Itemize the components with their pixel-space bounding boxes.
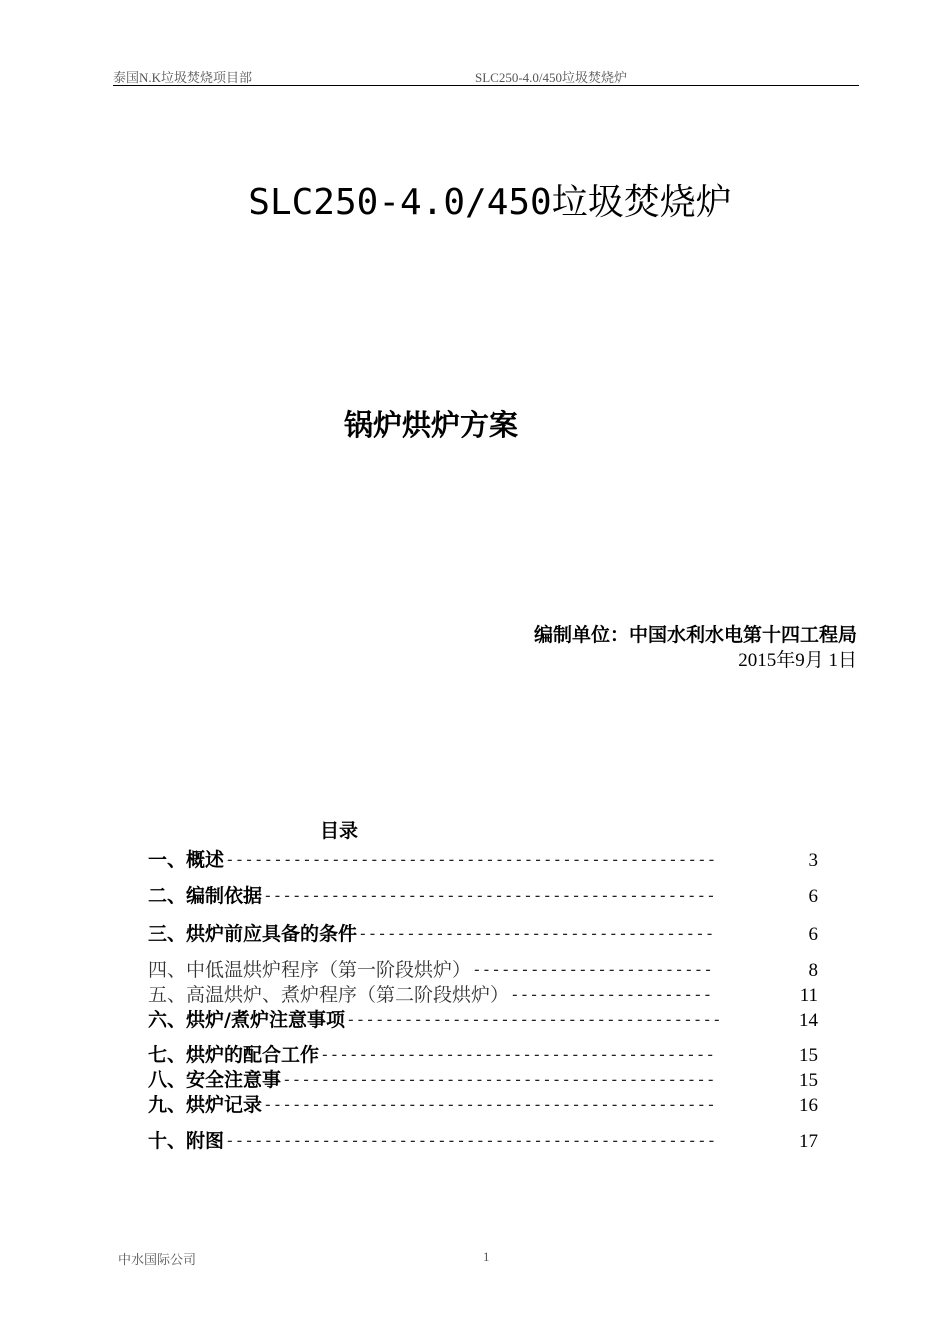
footer-page-number: 1 [483, 1249, 490, 1264]
toc-entry-5[interactable] [148, 983, 818, 1007]
toc-entry-leader: --------------------- [510, 985, 713, 1004]
toc-entry-page: 15 [799, 1070, 818, 1091]
compiling-unit: 编制单位：中国水利水电第十四工程局 [533, 624, 857, 646]
toc-entry-leader: ----------------------------------------------- [263, 886, 716, 905]
toc-entry-6[interactable] [148, 1008, 818, 1032]
toc-entry-label: 二、编制依据 [148, 885, 263, 907]
document-subtitle: 锅炉烘炉方案 [344, 408, 519, 442]
toc-entry-page: 14 [799, 1010, 818, 1031]
header-document-name: SLC250-4.0/450垃圾焚烧炉 [475, 70, 628, 85]
toc-entry-3[interactable] [148, 922, 818, 946]
toc-entry-7[interactable] [148, 1043, 818, 1067]
document-date: 2015年9月 1日 [738, 650, 857, 671]
toc-entry-1[interactable] [148, 848, 818, 872]
toc-entry-page: 11 [799, 985, 818, 1006]
header-rule [113, 85, 859, 86]
toc-entry-page: 8 [808, 960, 818, 981]
toc-entry-10[interactable] [148, 1129, 818, 1153]
toc-entry-leader: --------------------------------------------- [282, 1070, 716, 1089]
toc-entry-label: 七、烘炉的配合工作 [148, 1044, 320, 1066]
toc-entry-label: 一、概述 [148, 849, 225, 871]
toc-entry-leader: --------------------------------------------------- [225, 1131, 717, 1150]
toc-heading: 目录 [320, 820, 359, 842]
toc-entry-label: 九、烘炉记录 [148, 1094, 263, 1116]
header-project-name: 泰国N.K垃圾焚烧项目部 [113, 70, 253, 85]
toc-entry-page: 17 [799, 1131, 818, 1152]
toc-entry-page: 6 [808, 886, 818, 907]
toc-entry-leader: ------------------------------------- [358, 924, 715, 943]
footer-company: 中水国际公司 [118, 1252, 197, 1267]
toc-entry-page: 15 [799, 1045, 818, 1066]
toc-entry-label: 四、中低温烘炉程序（第一阶段烘炉） [148, 959, 472, 981]
toc-entry-label: 十、附图 [148, 1130, 225, 1152]
toc-entry-2[interactable] [148, 884, 818, 908]
toc-entry-label: 八、安全注意事 [148, 1069, 282, 1091]
toc-entry-8[interactable] [148, 1068, 818, 1092]
toc-entry-leader: ------------------------- [472, 960, 713, 979]
toc-entry-label: 三、烘炉前应具备的条件 [148, 923, 358, 945]
toc-entry-leader: ----------------------------------------------- [263, 1095, 716, 1114]
toc-entry-label: 六、烘炉/煮炉注意事项 [148, 1009, 345, 1031]
toc-entry-leader: --------------------------------------------------- [225, 850, 717, 869]
toc-entry-leader: --------------------------------------- [345, 1010, 722, 1029]
toc-entry-page: 6 [808, 924, 818, 945]
toc-entry-4[interactable] [148, 958, 818, 982]
toc-entry-page: 3 [808, 850, 818, 871]
toc-entry-page: 16 [799, 1095, 818, 1116]
document-title: SLC250-4.0/450垃圾焚烧炉 [248, 182, 732, 223]
toc-entry-9[interactable] [148, 1093, 818, 1117]
toc-entry-leader: ----------------------------------------- [320, 1045, 715, 1064]
toc-entry-label: 五、高温烘炉、煮炉程序（第二阶段烘炉） [148, 984, 510, 1006]
